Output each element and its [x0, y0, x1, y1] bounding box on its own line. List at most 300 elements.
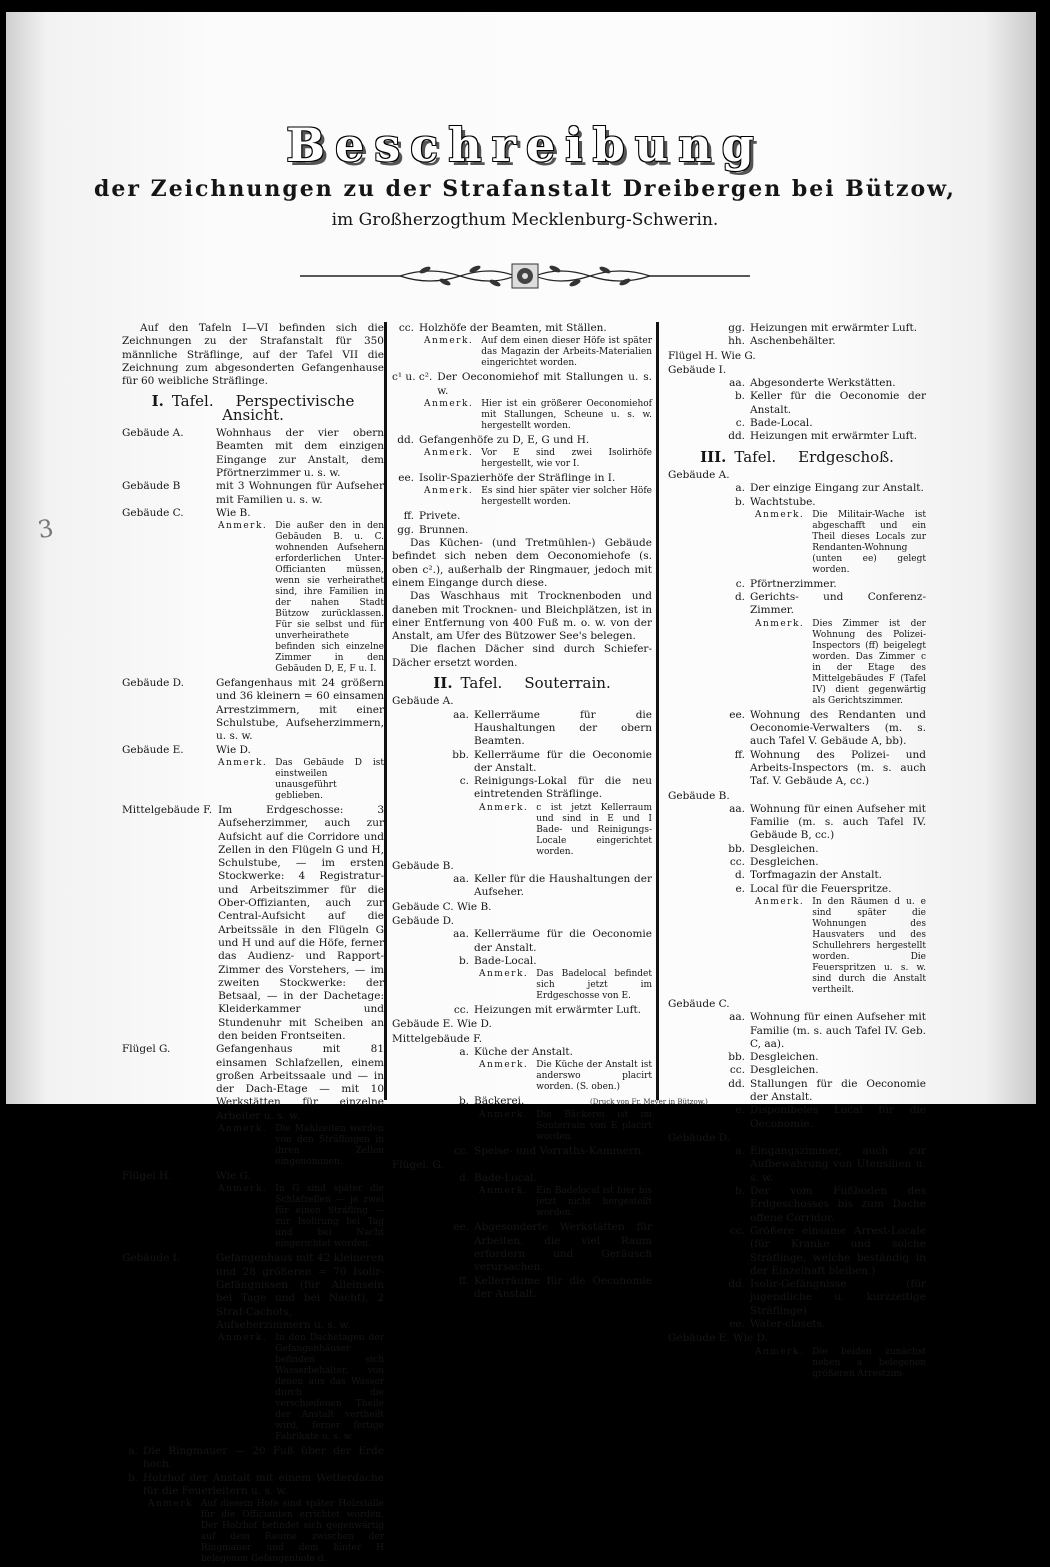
item-row	[723, 1078, 926, 1105]
item-key: hh.	[728, 335, 745, 348]
item-text: Abgesonderte Werkstätten für Arbeiten, die viel Raum erfordern und Geräusch verursachen.	[474, 1221, 652, 1274]
list-item	[668, 709, 926, 749]
building-label: Gebäude B	[122, 480, 181, 493]
item-text: Heizungen mit erwärmter Luft.	[750, 322, 918, 334]
item-text: Desgleichen.	[750, 1051, 819, 1064]
section-heading-tafel-3: III. Tafel. Erdgeschoß.	[700, 447, 894, 466]
building-label: Gebäude C.	[122, 506, 184, 519]
building-description: Wie D.	[216, 743, 251, 756]
item-row	[447, 709, 652, 749]
list-item	[392, 749, 652, 776]
item-row	[723, 1318, 926, 1331]
annotation-note	[148, 1499, 384, 1565]
item-key: dd.	[728, 430, 745, 443]
item-text: Bäckerei.	[474, 1095, 525, 1108]
item-text: Heizungen mit erwärmter Luft.	[750, 430, 918, 443]
item-key: aa.	[453, 873, 469, 886]
building-label: Flügel H.	[122, 1170, 172, 1183]
item-row	[723, 335, 926, 348]
item-key: b.	[458, 954, 469, 967]
annotation-note	[218, 1184, 384, 1250]
building-description: Wie B.	[216, 506, 251, 519]
item-row	[723, 1051, 926, 1064]
item-text: Keller für die Oeconomie der Anstalt.	[750, 390, 926, 416]
entry-row	[122, 507, 384, 520]
annotation-text: Die Militair-Wache ist abgeschafft und ein Theil dieses Locals zur Rendanten-Wohnung (unten ee) gelegt worden.	[812, 509, 926, 575]
item-row	[723, 1145, 926, 1185]
list-item	[668, 1011, 926, 1051]
list-item	[668, 322, 926, 335]
item-key: cc.	[453, 1004, 469, 1017]
building-label: Flügel G.	[122, 1043, 171, 1056]
annotation-note	[424, 448, 652, 470]
margin-handwritten-number: 3	[35, 513, 56, 545]
document-title: Beschreibung	[286, 118, 764, 172]
building-label: Mittelgebäude F.	[392, 1032, 483, 1045]
list-item	[668, 1104, 926, 1131]
list-item	[392, 775, 652, 858]
item-text: Kellerräume für die Haushaltungen der obern Beamten.	[474, 708, 652, 748]
item-row	[723, 869, 926, 882]
annotation-label: Anmerk.	[479, 1186, 529, 1197]
building-label: Flügel. G.	[392, 1158, 444, 1171]
building-group	[392, 695, 652, 857]
item-key: cc.	[729, 856, 745, 869]
annotation-note	[755, 619, 926, 707]
item-row	[723, 1185, 926, 1225]
item-row	[723, 322, 926, 335]
list-item	[668, 377, 926, 390]
item-row	[723, 1225, 926, 1278]
annotation-note	[218, 1124, 384, 1168]
item-key: aa.	[729, 1011, 745, 1024]
item-text: Reinigungs-Lokal für die neu eintretenden Sträflinge.	[474, 775, 652, 801]
item-row	[447, 1004, 652, 1017]
list-item	[668, 591, 926, 707]
item-text: Heizungen mit erwärmter Luft.	[474, 1004, 642, 1017]
item-row	[447, 955, 652, 968]
item-key: d.	[734, 591, 745, 604]
item-text: Isolir-Spazierhöfe der Sträflinge in I.	[419, 472, 616, 485]
item-text: Wohnung des Polizei- und Arbeits-Inspectors (m. s. auch Taf. V. Gebäude A, cc.)	[750, 748, 926, 788]
paragraph: Das Waschhaus mit Trocknenboden und daneben mit Trocknen- und Bleichplätzen, ist in einer Entfernung von 400 Fuß m. o. w. von der Anstalt, am Ufer des Bützower See's belegen.	[392, 590, 652, 643]
item-key: b.	[734, 1185, 745, 1198]
item-row	[723, 417, 926, 430]
list-item	[392, 1221, 652, 1274]
item-text: Privete.	[419, 510, 461, 523]
document-subtitle-region: im Großherzogthum Mecklenburg-Schwerin.	[331, 210, 719, 230]
list-item	[392, 1145, 652, 1158]
annotation-text: Auf diesem Hofe sind später Holzställe für die Officianten errichtet worden. Der Holzhof befindet sich gegenwärtig auf dem Raume zwischen der Ringmauer und dem hinter H belegenen Gefangenhofe d.	[200, 1499, 384, 1565]
annotation-label: Anmerk.	[218, 1184, 268, 1195]
annotation-text: Die Mahlzeiten werden von den Sträflingen in ihren Zellen eingenommen.	[275, 1124, 384, 1168]
building-label: Mittelgebäude F.	[122, 803, 213, 816]
item-row	[723, 1011, 926, 1051]
annotation-note	[218, 521, 384, 675]
item-row	[447, 749, 652, 776]
annotation-text: Ein Badelocal ist hier bis jetzt nicht hergestellt worden.	[536, 1186, 652, 1219]
item-key: aa.	[729, 802, 745, 815]
annotation-note	[218, 1333, 384, 1443]
building-entry	[122, 1043, 384, 1168]
list-item	[668, 803, 926, 843]
item-text: Wachtstube.	[750, 495, 816, 508]
item-text: Kellerräume für die Oeconomie der Anstalt.	[474, 1274, 652, 1300]
list-item	[392, 955, 652, 1002]
annotation-note	[479, 1110, 652, 1143]
item-key: ee.	[729, 1318, 745, 1331]
column-2	[392, 322, 652, 1301]
item-row	[723, 390, 926, 417]
item-key: a.	[128, 1445, 138, 1458]
annotation-text: Das Badelocal befindet sich jetzt im Erdgeschosse von E.	[536, 969, 652, 1002]
item-text: Desgleichen.	[750, 842, 819, 855]
item-text: Küche der Anstalt.	[474, 1045, 573, 1058]
item-text: Speise- und Vorraths-Kammern.	[474, 1144, 645, 1157]
annotation-note	[479, 803, 652, 858]
building-group	[668, 1332, 926, 1379]
paragraph: Die flachen Dächer sind durch Schiefer-Dächer ersetzt worden.	[392, 643, 652, 669]
entry-row	[122, 804, 384, 1043]
building-description: Gefangenhaus mit 81 einsamen Schlafzellen, einem großen Arbeitssaale und — in der Dach-Etage — mit 10 Werkstätten für einzelne Arbeiter u. s. w.	[216, 1043, 384, 1122]
building-label: Gebäude A.	[122, 427, 184, 440]
building-entry	[122, 1170, 384, 1250]
list-item	[668, 1185, 926, 1225]
entry-row	[122, 1043, 384, 1123]
building-label: Gebäude B.	[392, 859, 454, 872]
item-text: Aschenbehälter.	[750, 335, 836, 348]
building-group	[668, 1132, 926, 1331]
list-item	[392, 1004, 652, 1017]
annotation-label: Anmerk.	[479, 802, 529, 813]
paragraph: Das Küchen- (und Tretmühlen-) Gebäude befindet sich neben dem Oeconomiehofe (s. oben c².), außerhalb der Ringmauer, jedoch mit einem Eingange durch diese.	[392, 537, 652, 589]
column-1	[122, 322, 384, 1567]
item-text: Größere einsame Arrest-Locale (für Kranke und solche Sträflinge, welche beständig in der Einzelhaft bleiben.)	[750, 1224, 926, 1277]
building-group	[668, 998, 926, 1131]
item-row	[447, 873, 652, 900]
annotation-note	[479, 969, 652, 1002]
item-text: Desgleichen.	[750, 1064, 819, 1077]
annotation-label: Anmerk.	[755, 896, 805, 907]
item-text: Der Oeconomiehof mit Stallungen u. s. w.	[437, 371, 652, 397]
annotation-note	[424, 336, 652, 369]
annotation-label: Anmerk.	[218, 521, 268, 532]
annotation-note	[424, 399, 652, 432]
annotation-note	[424, 486, 652, 508]
list-item	[668, 482, 926, 495]
item-text: Bade-Local.	[474, 1172, 537, 1185]
item-text: Die Ringmauer — 20 Fuß über der Erde hoch.	[143, 1445, 384, 1471]
annotation-label: Anmerk.	[479, 1109, 529, 1120]
item-key: a.	[735, 482, 745, 495]
building-label: Gebäude B.	[668, 789, 730, 802]
list-item	[668, 496, 926, 576]
building-entry	[122, 427, 384, 480]
item-key: b.	[127, 1471, 138, 1484]
building-description: Gefangenhaus mit 24 größern und 36 kleinern = 60 einsamen Arrestzimmern, mit einer Schulstube, Aufseherzimmern, u. s. w.	[216, 677, 384, 743]
building-entry	[122, 677, 384, 743]
building-label: Gebäude D.	[668, 1131, 731, 1144]
item-key: aa.	[729, 377, 745, 390]
item-row	[392, 434, 652, 447]
list-item	[392, 472, 652, 508]
item-key: ee.	[729, 708, 745, 721]
annotation-text: In den Räumen d u. e sind später die Wohnungen des Hausvaters und des Schullehrers hergestellt worden. Die Feuerspritzen u. s. w. sind durch die Anstalt vertheilt.	[812, 896, 926, 995]
item-row	[723, 377, 926, 390]
building-label: Gebäude A.	[392, 695, 454, 708]
annotation-text: Die außer den in den Gebäuden B. u. C. wohnenden Aufsehern erforderlichen Unter-Officianten müssen, wenn sie verheirathet sind, ihre Familien in der nahen Stadt Bützow zurücklassen. Für sie selbst und für unverheirathete befinden sich einzelne Zimmer in den Gebäuden D, E, F u. I.	[275, 521, 384, 675]
item-row	[122, 1445, 384, 1472]
building-group	[668, 364, 926, 444]
item-key: gg.	[728, 322, 745, 334]
item-text: Der einzige Eingang zur Anstalt.	[750, 482, 924, 495]
item-row	[723, 803, 926, 843]
item-text: Bade-Local.	[474, 954, 537, 967]
annotation-note	[218, 758, 384, 802]
item-row	[723, 709, 926, 749]
building-label: Gebäude D.	[122, 677, 185, 690]
item-text: Holzhöfe der Beamten, mit Ställen.	[419, 322, 607, 334]
annotation-text: c ist jetzt Kellerraum und sind in E und I Bade- und Reinigungs-Locale eingerichtet worden.	[536, 802, 652, 857]
building-group	[668, 350, 926, 363]
list-item	[668, 1318, 926, 1331]
item-key: b.	[734, 495, 745, 508]
building-label: Gebäude I.	[668, 363, 727, 376]
item-text: Kellerräume für die Oeconomie der Anstalt.	[474, 748, 652, 774]
building-label: Gebäude C.	[668, 997, 730, 1010]
item-key: b.	[734, 390, 745, 403]
annotation-text: Dies Zimmer ist der Wohnung des Polizei-Inspectors (ff) beigelegt worden. Das Zimmer c in der Etage des Mittelgebäudes F (Tafel IV) dient gegenwärtig als Gerichtszimmer.	[812, 618, 926, 706]
item-text: Gefangenhöfe zu D, E, G und H.	[419, 433, 590, 446]
list-item	[392, 928, 652, 955]
item-text: Bade-Local.	[750, 417, 813, 430]
list-item	[668, 869, 926, 882]
item-text: Kellerräume für die Oeconomie der Anstalt.	[474, 928, 652, 954]
item-text: Wohnung für einen Aufseher mit Familie (m. s. auch Tafel IV. Geb. C, aa).	[750, 1011, 926, 1050]
building-group	[668, 469, 926, 789]
item-text: Desgleichen.	[750, 856, 819, 869]
item-key: cc.	[729, 1064, 745, 1077]
annotation-text: Vor E sind zwei Isolirhöfe hergestellt, wie vor I.	[481, 448, 652, 470]
item-key: bb.	[452, 748, 469, 761]
annotation-label: Anmerk.	[755, 618, 805, 629]
list-item	[392, 709, 652, 749]
item-key: c.	[735, 417, 745, 430]
list-item	[668, 335, 926, 348]
list-item	[392, 524, 652, 537]
item-text: Eingangszimmer, auch zur Aufbewahrung von Utensilien u. s. w.	[750, 1145, 926, 1184]
building-description: Gefangenhaus mit 42 kleineren und 28 größeren = 70 Isolir-Gefängnissen (für Alleinsein bei Tage und bei Nacht), 2 Straf-Cachots, Aufseherzimmern u. s. w.	[216, 1252, 384, 1331]
list-item	[668, 1064, 926, 1077]
item-row	[723, 482, 926, 495]
building-description: mit 3 Wohnungen für Aufseher mit Familien u. s. w.	[216, 480, 384, 506]
item-key: d.	[458, 1172, 469, 1185]
annotation-label: Anmerk.	[424, 336, 474, 347]
building-label: Gebäude E. Wie D.	[668, 1332, 768, 1345]
item-row	[723, 1064, 926, 1077]
annotation-note	[755, 510, 926, 576]
list-item	[392, 1172, 652, 1219]
annotation-note	[755, 897, 926, 996]
entry-row	[122, 427, 384, 480]
building-label: Gebäude C. Wie B.	[392, 900, 492, 913]
item-key: b.	[458, 1095, 469, 1108]
item-key: e.	[735, 1104, 745, 1117]
list-item	[668, 1145, 926, 1185]
annotation-note	[479, 1186, 652, 1219]
entry-row	[122, 1252, 384, 1332]
item-row	[723, 496, 926, 509]
item-row	[723, 591, 926, 618]
item-row	[723, 578, 926, 591]
list-item	[668, 843, 926, 856]
entry-row	[122, 677, 384, 743]
item-row	[723, 843, 926, 856]
list-item	[668, 430, 926, 443]
annotation-label: Anmerk.	[424, 486, 474, 497]
building-group	[392, 1018, 652, 1031]
item-key: ee.	[453, 1221, 469, 1234]
annotation-text: Hier ist ein größerer Oeconomiehof mit Stallungen, Scheune u. s. w. hergestellt worden.	[481, 398, 652, 431]
annotation-text: Das Gebäude D ist einstweilen unausgeführt geblieben.	[275, 757, 384, 801]
item-row	[447, 1275, 652, 1302]
item-text: Water-closets.	[750, 1318, 826, 1331]
item-text: Stallungen für die Oeconomie der Anstalt.	[750, 1077, 926, 1103]
entry-row	[122, 480, 384, 507]
document-subtitle: der Zeichnungen zu der Strafanstalt Dreibergen bei Bützow,	[94, 176, 956, 202]
item-key: e.	[735, 882, 745, 895]
annotation-label: Anmerk.	[479, 969, 529, 980]
building-entry	[122, 804, 384, 1043]
item-key: cc.	[398, 322, 414, 334]
item-key: a.	[735, 1145, 745, 1158]
item-key: c.	[459, 775, 469, 788]
annotation-label: Anmerk.	[479, 1060, 529, 1071]
item-key: aa.	[453, 928, 469, 941]
building-description: Wohnhaus der vier obern Beamten mit dem einzigen Eingange zur Anstalt, dem Pförtnerzimmer u. s. w.	[216, 427, 384, 479]
annotation-label: Anmerk.	[424, 448, 474, 459]
item-key: bb.	[728, 842, 745, 855]
building-label: Flügel H. Wie G.	[668, 349, 756, 362]
item-text: Disponibeles Local für die Oeconomie.	[750, 1104, 926, 1130]
annotation-note	[479, 1060, 652, 1093]
annotation-label: Anmerk.	[218, 1124, 268, 1135]
annotation-text: Es sind hier später vier solcher Höfe hergestellt worden.	[481, 486, 652, 508]
annotation-label: Anmerk.	[755, 509, 805, 520]
item-row	[392, 510, 652, 523]
building-group	[392, 1033, 652, 1158]
item-key: ee.	[398, 472, 414, 485]
annotation-label: Anmerk.	[218, 1333, 268, 1344]
building-entry	[122, 507, 384, 675]
item-row	[447, 1046, 652, 1059]
item-row	[392, 472, 652, 485]
annotation-label: Anmerk.	[424, 398, 474, 409]
list-item	[668, 1225, 926, 1278]
item-text: Brunnen.	[419, 523, 469, 536]
item-key: ff.	[403, 510, 414, 523]
annotation-text: Die Bäckerei ist im Souterrain von E placirt worden.	[536, 1109, 652, 1142]
building-entry	[122, 1252, 384, 1443]
building-entry	[122, 480, 384, 507]
item-row	[447, 1221, 652, 1274]
list-item	[668, 856, 926, 869]
building-description: Im Erdgeschosse: 3 Aufseherzimmer, auch zur Aufsicht auf die Corridore und Zellen in den Flügeln G und H, Schulstube, — im ersten Stockwerke: 4 Registratur- und Arbeitszimmer für die Ober-Offizianten, auch zur Central-Aufsicht auf die Arbeitssäle in den Flügeln G und H und auf die Höfe, ferner das Audienz- und Rapport-Zimmer des Vorstehers, — im zweiten Stockwerke: der Betsaal, — in der Dachetage: Kleiderkammer und Stundenuhr mit Scheiben an den beiden Frontseiten.	[218, 803, 384, 1042]
entry-row	[122, 744, 384, 757]
item-key: a.	[459, 1045, 469, 1058]
item-text: Wohnung für einen Aufseher mit Familie (m. s. auch Tafel IV. Gebäude B, cc.)	[750, 802, 926, 842]
annotation-text: Auf dem einen dieser Höfe ist später das Magazin der Arbeits-Materialien eingerichtet worden.	[481, 336, 652, 369]
list-item	[668, 417, 926, 430]
annotation-text: In den Dachetagen der Gefangenhäuser befinden sich Wasserbehälter, von denen aus das Wasser durch die verschiedenen Theile der Anstalt vertheilt wird, ferner fertige Fabrikate u. s. w.	[275, 1333, 384, 1443]
column-3	[668, 322, 926, 1382]
floral-ornament-icon	[300, 258, 750, 294]
list-item	[668, 390, 926, 417]
column-divider	[384, 322, 387, 1100]
building-group	[668, 790, 926, 996]
building-label: Gebäude D.	[392, 914, 455, 927]
item-key: c.	[735, 577, 745, 590]
building-group	[392, 915, 652, 1017]
list-item	[392, 371, 652, 432]
section-heading-tafel-2: II. Tafel. Souterrain.	[433, 674, 611, 693]
list-item	[122, 1445, 384, 1472]
item-text: Pförtnerzimmer.	[750, 577, 837, 590]
list-item	[392, 434, 652, 470]
item-row	[392, 371, 652, 398]
item-text: Holzhof der Anstalt mit einem Wetterdache für die Feuerleitern u. s. w.	[143, 1471, 384, 1498]
column-divider	[656, 322, 659, 1100]
item-key: dd.	[728, 1278, 745, 1291]
building-group	[392, 901, 652, 914]
list-item	[392, 510, 652, 523]
item-row	[392, 524, 652, 537]
item-text: Der vom Fußboden des Erdgeschosses bis zum Dache offene Corridor.	[750, 1185, 926, 1224]
item-key: aa.	[453, 708, 469, 721]
item-key: d.	[734, 869, 745, 882]
item-key: cc.	[453, 1144, 469, 1157]
annotation-note	[755, 1347, 926, 1380]
list-item	[392, 1275, 652, 1302]
item-row	[723, 749, 926, 789]
annotation-text: In G sind später die Schlafzellen — je zwei für einen Sträfling — zur Isolirung bei Tag und bei Nacht eingerichtet worden.	[275, 1184, 384, 1250]
list-item	[668, 1051, 926, 1064]
item-key: gg.	[397, 523, 414, 536]
item-row	[447, 775, 652, 802]
item-row	[723, 430, 926, 443]
item-key: dd.	[397, 433, 414, 446]
annotation-label: Anmerk.	[218, 757, 268, 768]
list-item	[668, 749, 926, 789]
item-key: ff.	[734, 748, 745, 761]
item-text: Abgesonderte Werkstätten.	[750, 377, 896, 390]
building-label: Gebäude E.	[122, 743, 184, 756]
entry-row	[122, 1170, 384, 1183]
list-item	[668, 578, 926, 591]
item-row	[122, 1472, 384, 1499]
item-key: cc.	[729, 1224, 745, 1237]
printer-imprint: (Druck von Fr. Meyer in Bützow.)	[590, 1098, 708, 1106]
list-item	[668, 883, 926, 996]
annotation-text: Die beiden zunächst neben a belegenen größeren Arrestzim-	[812, 1346, 926, 1379]
item-row	[723, 856, 926, 869]
item-row	[447, 1145, 652, 1158]
building-group	[392, 1159, 652, 1301]
building-group	[392, 860, 652, 900]
building-entry	[122, 744, 384, 802]
item-text: Isolir-Gefängnisse (für jugendliche u. kurzzeitige Sträflinge)	[750, 1278, 926, 1317]
item-text: Torfmagazin der Anstalt.	[750, 869, 883, 882]
